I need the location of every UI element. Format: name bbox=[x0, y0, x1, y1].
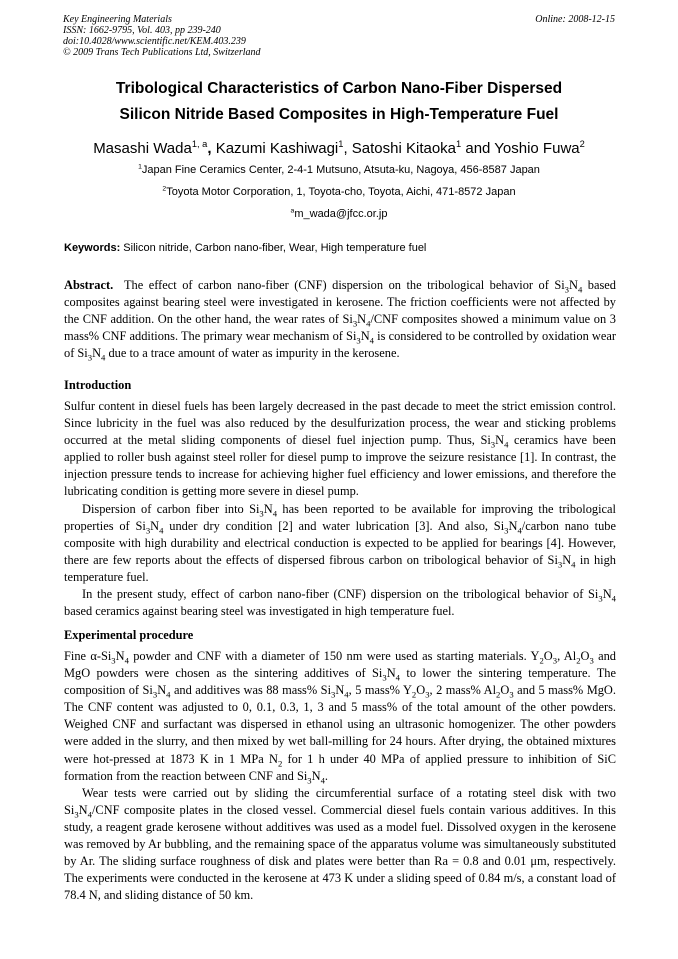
keywords-text: Silicon nitride, Carbon nano-fiber, Wear, High temperature fuel bbox=[120, 242, 427, 254]
online-date: Online: 2008-12-15 bbox=[535, 14, 615, 25]
experimental-heading: Experimental procedure bbox=[64, 628, 194, 642]
author-3: Satoshi Kitaoka$^1$ bbox=[351, 139, 462, 157]
intro-paragraph-3: In the present study, effect of carbon nano-fiber (CNF) dispersion on the tribological behavior of $Si_3N_4$ based ceramics against bearing steel was investigated in high temperature fuel. bbox=[64, 587, 616, 619]
author-4: Yoshio Fuwa$^2$ bbox=[494, 139, 585, 157]
keywords-label: Keywords: bbox=[64, 242, 121, 254]
doi-line[interactable]: doi:10.4028/www.scientific.net/KEM.403.239 bbox=[63, 36, 246, 47]
author-list: Masashi Wada$^{1, a}$, Kazumi Kashiwagi$^1$, Satoshi Kitaoka$^1$ and Yoshio Fuwa$^2$ bbox=[93, 139, 585, 157]
author-1: Masashi Wada$^{1, a}$ bbox=[93, 139, 208, 157]
title-line-2: Silicon Nitride Based Composites in High-Temperature Fuel bbox=[119, 106, 559, 123]
keywords bbox=[64, 242, 616, 254]
abstract-text: The effect of carbon nano-fiber (CNF) dispersion on the tribological behavior of $Si_3N_4$ based composites against bearing steel were investigated in kerosene. The friction coefficients were not affected by the CNF addition. On the other hand, the wear rates of $Si_3N_4$/CNF composites showed a minimum value on 3 mass% CNF additions. The primary wear mechanism of $Si_3N_4$ is considered to be controlled by oxidation wear of $Si_3N_4$ due to a trace amount of water as impurity in the kerosene. bbox=[64, 278, 616, 363]
journal-name: Key Engineering Materials bbox=[63, 14, 172, 25]
intro-paragraph-2: Dispersion of carbon fiber into $Si_3N_4$ has been reported to be available for improving the tribological properties of $Si_3N_4$ under dry condition [2] and water lubrication [3]. And also, $Si_3N_4$/carbon nano tube composite with high durability and electrical conduction is expected to be applied for bearings [4]. However, there are few reports about the effects of dispersed fibrous carbon on tribological behavior of $Si_3N_4$ in high temperature fuel. bbox=[64, 501, 616, 584]
experimental-body bbox=[64, 648, 616, 904]
intro-paragraph-1: Sulfur content in diesel fuels has been largely decreased in the past decade to meet the strict emission control. Since lubricity in the fuel was also reduced by the desulfurization process, the wear and sticking problems occurred at the metal sliding components of diesel fuel injection pump. Thus, $Si_3N_4$ ceramics have been applied to roller bush against steel roller for diesel pump to improve the seizure resistance [1]. In contrast, the injection pressure tends to increase for achieving higher fuel efficiency and lower emissions, and therefore the lubricating condition is getting more severe in diesel pump. bbox=[64, 399, 616, 499]
introduction-body bbox=[64, 398, 616, 620]
abstract bbox=[64, 277, 616, 362]
title-line-1: Tribological Characteristics of Carbon Nano-Fiber Dispersed bbox=[115, 80, 563, 97]
exp-paragraph-1: Fine $\alpha-Si_3N_4$ powder and CNF with a diameter of 150 nm were used as starting materials. $Y_2O_3$, $Al_2O_3$ and MgO powders were chosen as the sintering additives of $Si_3N_4$ to lower the sintering temperature. The composition of $Si_3N_4$ and additives was 88 mass% $Si_3N_4$, 5 mass% $Y_2O_3$, 2 mass% $Al_2O_3$ and 5 mass% MgO. The CNF content was adjusted to 0, 0.1, 0.3, 1, 3 and 5 mass% of the total amount of the other powders. Weighed CNF and surfactant was dispersed in ethanol using an ultrasonic homogenizer. The other powders were added in the slurry, and then mixed by wet ball-milling for 24 hours. After drying, the obtained mixtures were hot-pressed at 1873 K in 1 MPa $N_2$ for 1 h under 40 MPa of applied pressure to inhibition of SiC formation from the reaction between CNF and $Si_3N_4$. bbox=[64, 649, 616, 786]
issn-line: ISSN: 1662-9795, Vol. 403, pp 239-240 bbox=[63, 25, 221, 36]
author-2: Kazumi Kashiwagi$^1$ bbox=[215, 139, 344, 157]
copyright-line: © 2009 Trans Tech Publications Ltd, Switzerland bbox=[63, 47, 261, 58]
journal-header bbox=[63, 14, 615, 58]
corresponding-email[interactable]: $^a$m_wada@jfcc.or.jp bbox=[290, 207, 388, 220]
introduction-heading: Introduction bbox=[64, 378, 132, 392]
abstract-label: Abstract. bbox=[64, 278, 114, 292]
affiliation-2: $^2$Toyota Motor Corporation, 1, Toyota-cho, Toyota, Aichi, 471-8572 Japan bbox=[162, 185, 516, 198]
exp-paragraph-2: Wear tests were carried out by sliding the circumferential surface of a rotating steel disk with two $Si_3N_4$/CNF composite plates in the closed vessel. Commercial diesel fuels contain various additives. In this study, a reagent grade kerosene without additives was used as a model fuel. Dissolved oxygen in the kerosene was removed by Ar bubbling, and the remaining space of the apparatus volume was simultaneously substituted by Ar. The sliding surface roughness of disk and plates were better than Ra = 0.8 and 0.01 μm, respectively. The experiments were conducted in the kerosene at 473 K under a sliding speed of 0.84 m/s, a constant load of 78.4 N, and sliding distance of 50 km. bbox=[64, 785, 616, 903]
affiliation-1: $^1$Japan Fine Ceramics Center, 2-4-1 Mutsuno, Atsuta-ku, Nagoya, 456-8587 Japan bbox=[138, 163, 540, 176]
